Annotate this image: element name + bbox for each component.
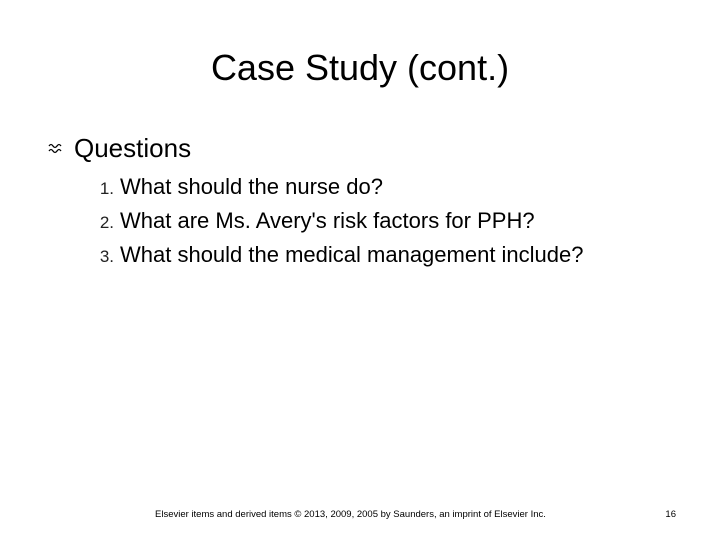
slide-title: Case Study (cont.) <box>210 47 510 88</box>
questions-list <box>72 170 584 272</box>
list-item-number: 2. <box>99 213 114 232</box>
list-item <box>72 170 584 204</box>
list-item-text: What should the medical management include? <box>120 242 584 267</box>
list-item <box>72 204 584 238</box>
list-item-number: 3. <box>99 247 114 266</box>
list-item <box>72 238 584 272</box>
page-number: 16 <box>665 509 676 520</box>
wavy-bullet-icon <box>48 141 64 155</box>
list-item-text: What should the nurse do? <box>120 174 383 199</box>
bullet-text: Questions <box>74 133 192 163</box>
list-item-text: What are Ms. Avery's risk factors for PPH? <box>120 208 535 233</box>
list-item-number: 1. <box>99 179 114 198</box>
bullet-item-questions <box>48 130 191 166</box>
copyright-footer: Elsevier items and derived items © 2013, 2009, 2005 by Saunders, an imprint of Elsevier Inc. <box>155 509 546 520</box>
